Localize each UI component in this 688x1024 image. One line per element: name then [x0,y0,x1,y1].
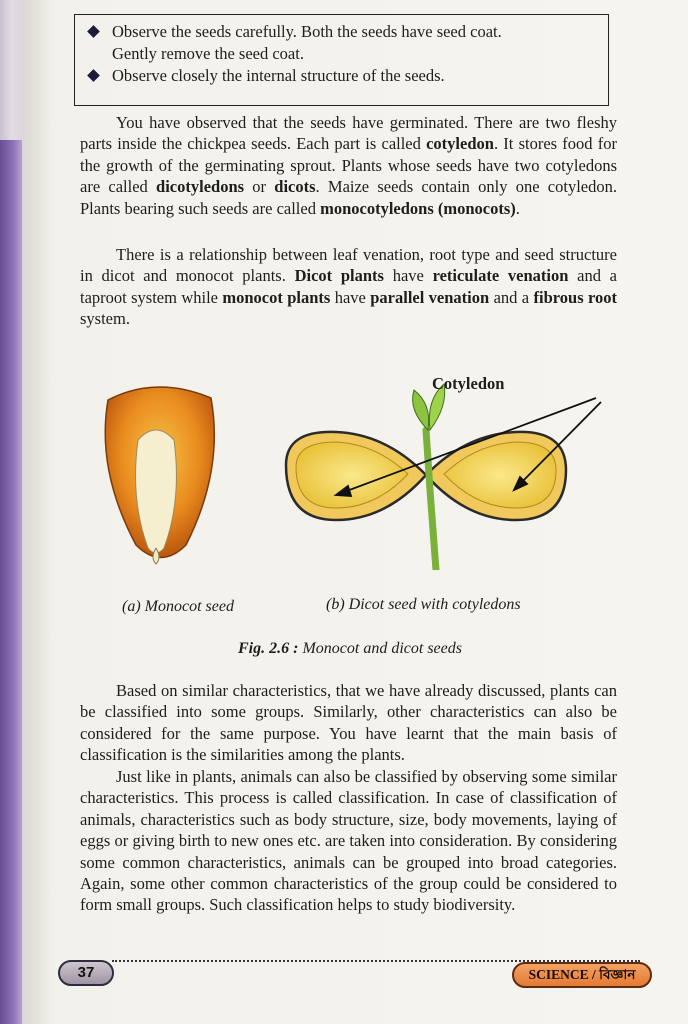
diamond-bullet-icon [87,25,100,38]
bullet-item [87,21,598,43]
term-cotyledon: cotyledon [426,134,494,154]
bullet-text: Observe closely the internal structure of the seeds. [112,66,445,85]
page-number: 37 [58,960,114,986]
text: There is a relationship between leaf venation, root type and seed structure in dicot and monocot plants. [80,245,617,286]
term-fibrous-root: fibrous root [533,287,618,307]
term-parallel-venation: parallel venation [370,287,490,307]
term-dicotyledons: dicotyledons [156,177,245,197]
subject-badge: SCIENCE / বিজ্ঞান [512,962,652,988]
bullet-text: Observe the seeds carefully. Both the seeds have seed coat. [112,22,502,41]
diamond-bullet-icon [87,69,100,82]
label-monocot-seed: (a) Monocot seed [122,598,234,615]
paragraph-cotyledon [80,112,617,219]
text: system. [80,309,130,329]
spine-purple-band [0,140,22,1024]
text: and a [489,287,534,307]
caption-text: Monocot and dicot seeds [298,640,462,657]
text: or [244,177,275,197]
text: . It stores food for the growth of the germinating sprout. Plants whose seeds have two cotyledons are called [80,134,617,197]
text: and a taproot system while [80,266,617,307]
term-dicot-plants: Dicot plants [294,266,384,286]
monocot-seed [105,387,214,564]
paragraph-plant-classification: Based on similar characteristics, that we have already discussed, plants can be classified into some groups. Similarly, other characteristics can also be considered for the same purpose. You have learnt that the main basis of classification is the similarities among the plants. [80,681,617,765]
bullet-text-continued: Gently remove the seed coat. [112,44,304,63]
figure-caption [200,640,500,658]
cotyledon-label: Cotyledon [432,374,505,393]
text: You have observed that the seeds have germinated. There are two fleshy parts inside the chickpea seeds. Each part is called [80,113,617,154]
text: . [515,198,520,218]
bullet-item [87,65,598,87]
term-dicots: dicots [274,177,316,197]
term-monocots: monocotyledons (monocots) [320,198,516,218]
paragraph-venation [80,244,617,330]
dicot-seed [286,384,566,570]
figure-number: Fig. 2.6 : [238,640,299,657]
instruction-box [74,14,609,106]
term-reticulate-venation: reticulate venation [432,266,569,286]
text: . Maize seeds contain only one cotyledon. Plants bearing such seeds are called [80,177,617,218]
paragraph-animal-classification: Just like in plants, animals can also be classified by observing some similar characteristics. This process is called classification. In case of classification of animals, characteristics such as body structure, size, body movements, laying of eggs or giving birth to new ones etc. are taken into consideration. By considering some common characteristics, animals can be grouped into broad categories. Again, some other common characteristics of the group could be considered to form small groups. Such classification helps to study biodiversity. [80,767,617,915]
text: have [330,287,371,307]
text: have [383,266,433,286]
seed-illustration [96,370,626,570]
term-monocot-plants: monocot plants [222,287,331,307]
label-dicot-seed: (b) Dicot seed with cotyledons [326,596,521,613]
